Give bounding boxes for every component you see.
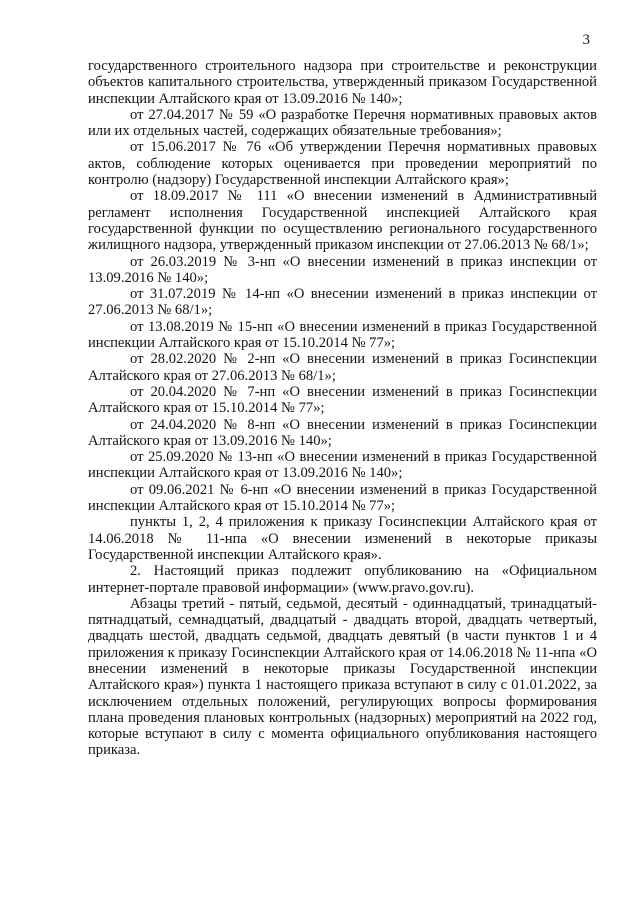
paragraph-order-3-np: от 26.03.2019 № 3-нп «О внесении изменений в приказ инспекции от 13.09.2016 № 140»; [88,253,597,286]
paragraph-order-15-np: от 13.08.2019 № 15-нп «О внесении изменений в приказ Государственной инспекции Алтайского края от 15.10.2014 № 77»; [88,318,597,352]
paragraph-order-6-np: от 09.06.2021 № 6-нп «О внесении изменений в приказ Государственной инспекции Алтайского края от 15.10.2014 № 77»; [88,481,597,515]
paragraph-order-8-np: от 24.04.2020 № 8-нп «О внесении изменений в приказ Госинспекции Алтайского края от 13.09.2016 № 140»; [88,416,597,449]
paragraph-order-2-np: от 28.02.2020 № 2-нп «О внесении изменений в приказ Госинспекции Алтайского края от 27.06.2013 № 68/1»; [88,351,597,384]
paragraph-order-13-np: от 25.09.2020 № 13-нп «О внесении изменений в приказ Государственной инспекции Алтайского края от 13.09.2016 № 140»; [88,449,597,482]
paragraph-order-111: от 18.09.2017 № 111 «О внесении изменений в Административный регламент исполнения Государственной инспекцией Алтайского края государственной функции по осуществлению регионального государственного жилищного надзора, утвержденный приказом инспекции от 27.06.2013 № 68/1»; [88,188,597,254]
paragraph-order-76: от 15.06.2017 № 76 «Об утверждении Перечня нормативных правовых актов, соблюдение которых оценивается при проведении мероприятий по контролю (надзору) Государственной инспекции Алтайского края»; [88,139,597,189]
paragraph-order-14-np: от 31.07.2019 № 14-нп «О внесении изменений в приказ инспекции от 27.06.2013 № 68/1»; [88,286,597,319]
page-number: 3 [582,32,590,48]
paragraph-order-59: от 27.04.2017 № 59 «О разработке Перечня нормативных правовых актов или их отдельных частей, содержащих обязательные требования»; [88,106,597,140]
paragraph-entry-into-force: Абзацы третий - пятый, седьмой, десятый - одиннадцатый, тринадцатый-пятнадцатый, семнадцатый, двадцатый - двадцать второй, двадцать четвертый, двадцать шестой, двадцать седьмой, двадцать девятый (в части пунктов 1 и 4 приложения к приказу Госинспекции Алтайского края от 14.06.2018 № 11-нпа «О внесении изменений в некоторые приказы Государственной инспекции Алтайского края») пункта 1 настоящего приказа вступают в силу с 01.01.2022, за исключением отдельных положений, регулирующих вопросы формирования плана проведения плановых контрольных (надзорных) мероприятий на 2022 год, которые вступают в силу с момента официального опубликования настоящего приказа. [88,595,597,759]
paragraph-publication: 2. Настоящий приказ подлежит опубликованию на «Официальном интернет-портале правовой информации» (www.pravo.gov.ru). [88,563,597,596]
document-body [88,58,597,759]
paragraph-items-appendix: пункты 1, 2, 4 приложения к приказу Госинспекции Алтайского края от 14.06.2018 № 11-нпа «О внесении изменений в некоторые приказы Государственной инспекции Алтайского края». [88,514,597,563]
paragraph-order-7-np: от 20.04.2020 № 7-нп «О внесении изменений в приказ Госинспекции Алтайского края от 15.10.2014 № 77»; [88,383,597,417]
paragraph-continuation: государственного строительного надзора при строительстве и реконструкции объектов капитального строительства, утвержденный приказом Государственной инспекции Алтайского края от 13.09.2016 № 140»; [88,58,597,107]
